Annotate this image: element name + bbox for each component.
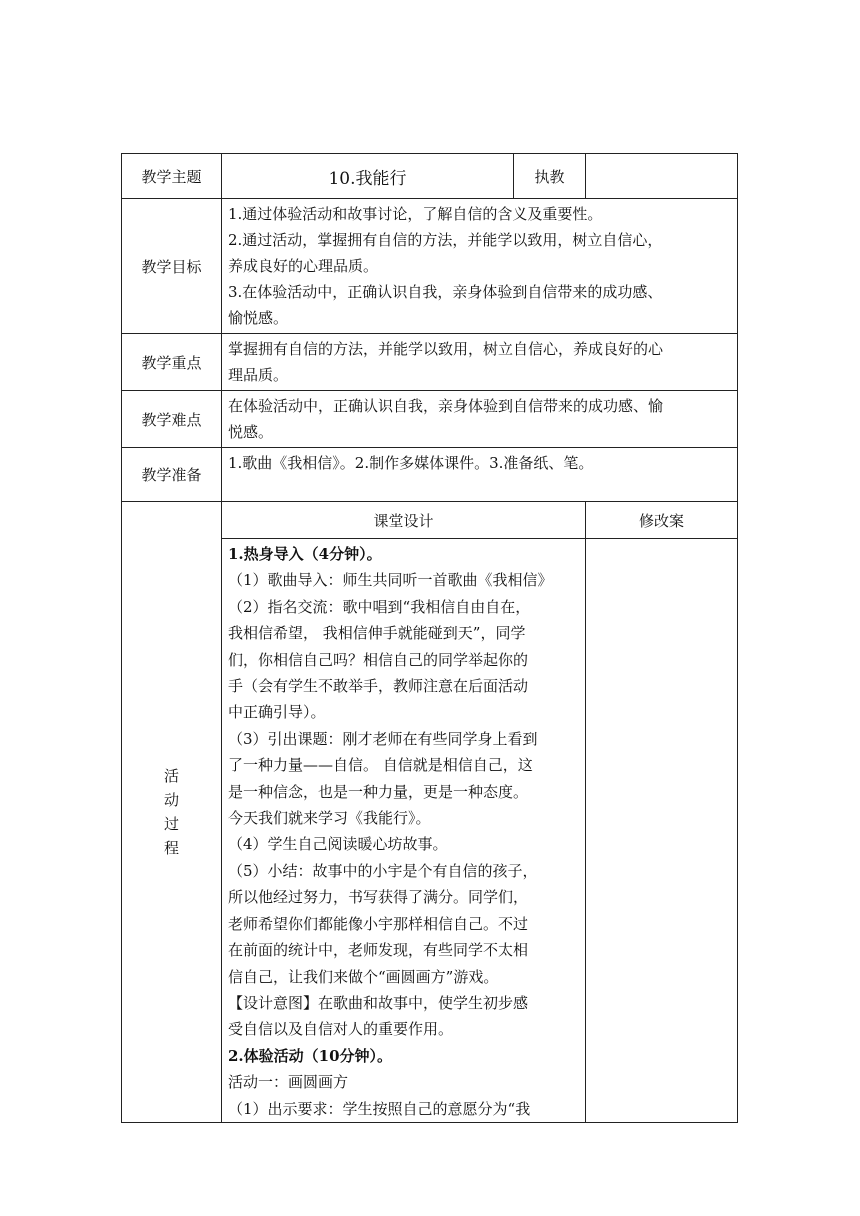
design-line: 受自信以及自信对人的重要作用。 [228,1020,454,1039]
design-header: 课堂设计 [222,502,586,539]
activity-label-char: 动 [163,790,179,809]
design-line: 1.热身导入（4分钟）。 [228,545,382,563]
goals-content [222,199,738,334]
difficulty-line: 悦感。 [228,423,274,441]
design-content [222,539,586,1123]
design-line: （4）学生自己阅读暖心坊故事。 [228,835,448,854]
goal-line: 2.通过活动，掌握拥有自信的方法，并能学以致用，树立自信心， [228,231,663,249]
difficulty-row [122,391,738,448]
design-line: 了一种力量——自信。 自信就是相信自己，这 [228,756,533,775]
activity-label [122,502,222,1123]
goal-line: 1.通过体验活动和故事讨论，了解自信的含义及重要性。 [228,205,603,223]
difficulty-label: 教学难点 [122,391,222,448]
topic-title: 10.我能行 [222,154,514,199]
difficulty-line: 在体验活动中，正确认识自我，亲身体验到自信带来的成功感、愉 [228,397,664,415]
key-row [122,334,738,391]
design-line: 2.体验活动（10分钟）。 [228,1046,393,1065]
activity-label-char: 程 [163,838,179,857]
design-line: 中正确引导）。 [228,703,326,722]
prep-content: 1.歌曲《我相信》。2.制作多媒体课件。3.准备纸、笔。 [222,448,738,502]
key-line: 理品质。 [228,366,289,384]
design-line: 手（会有学生不敢举手，教师注意在后面活动 [228,677,529,696]
goals-label: 教学目标 [122,199,222,334]
design-line: 我相信希望， 我相信伸手就能碰到天”，同学 [228,624,526,643]
revision-content [586,539,738,1123]
design-line: 老师希望你们都能像小宇那样相信自己。不过 [228,914,529,933]
design-line: 今天我们就来学习《我能行》。 [228,809,431,828]
revision-header: 修改案 [586,502,738,539]
goal-line: 3.在体验活动中，正确认识自我，亲身体验到自信带来的成功感、 [228,283,663,301]
prep-label: 教学准备 [122,448,222,502]
teacher-label: 执教 [514,154,586,199]
key-line: 掌握拥有自信的方法，并能学以致用，树立自信心，养成良好的心 [228,340,664,358]
design-line: （1）歌曲导入：师生共同听一首歌曲《我相信》 [228,571,553,590]
goal-line: 养成良好的心理品质。 [228,257,379,275]
lesson-plan-table [121,153,738,1123]
topic-label: 教学主题 [122,154,222,199]
key-content [222,334,738,391]
key-label: 教学重点 [122,334,222,391]
design-line: 信自己，让我们来做个“画圆画方”游戏。 [228,967,499,986]
design-line: （3）引出课题：刚才老师在有些同学身上看到 [228,729,538,748]
design-line: （1）出示要求：学生按照自己的意愿分为“我 [228,1099,531,1118]
design-line: 是一种信念，也是一种力量，更是一种态度。 [228,782,529,801]
design-line: 们，你相信自己吗？相信自己的同学举起你的 [228,650,529,669]
prep-row [122,448,738,502]
difficulty-content [222,391,738,448]
teacher-value [586,154,738,199]
design-line: （2）指名交流：歌中唱到“我相信自由自在， [228,597,531,616]
design-line: 【设计意图】在歌曲和故事中，使学生初步感 [228,993,529,1012]
design-line: 活动一：画圆画方 [228,1073,349,1092]
activity-header-row [122,502,738,539]
design-line: （5）小结：故事中的小宇是个有自信的孩子， [228,861,538,880]
design-line: 所以他经过努力，书写获得了满分。同学们， [228,888,529,907]
activity-label-char: 过 [163,814,179,833]
goal-line: 愉悦感。 [228,309,289,327]
topic-row [122,154,738,199]
goals-row [122,199,738,334]
design-line: 在前面的统计中，老师发现，有些同学不太相 [228,941,529,960]
activity-label-char: 活 [163,766,179,785]
